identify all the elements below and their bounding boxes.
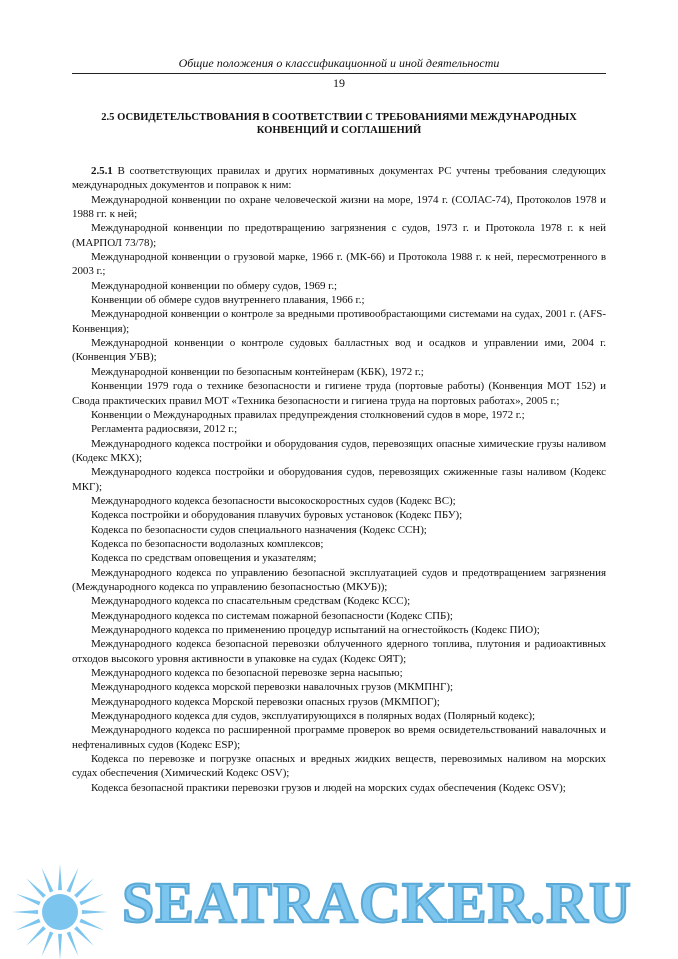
document-list-item: Международного кодекса Морской перевозки опасных грузов (МКМПОГ); — [91, 695, 440, 708]
document-list-item: Конвенции о Международных правилах предупреждения столкновений судов в море, 1972 г.; — [91, 408, 525, 421]
sun-ray — [26, 926, 46, 946]
section-title — [72, 111, 606, 137]
document-list-item: Кодекса постройки и оборудования плавучих буровых установок (Кодекс ПБУ); — [91, 509, 463, 522]
document-list-item: Кодекса по перевозке и погрузке опасных и вредных жидких веществ, перевозимых наливом на морских судах обеспечения (Химический Кодекс OSV); — [72, 753, 606, 780]
sun-ray — [42, 868, 54, 893]
sun-icon — [12, 864, 108, 959]
document-list — [72, 193, 606, 795]
document-list-item: Международного кодекса по спасательным средствам (Кодекс КСС); — [91, 595, 411, 608]
sun-ray — [67, 932, 79, 957]
sun-ray — [82, 910, 108, 914]
document-list-item: Кодекса по средствам оповещения и указателям; — [91, 552, 317, 565]
sun-ray — [12, 910, 38, 914]
document-list-item: Международной конвенции о контроле судовых балластных вод и осадков и управлении ими, 2004 г. (Конвенция УБВ); — [72, 337, 606, 364]
document-list-item: Кодекса по безопасности водолазных комплексов; — [91, 537, 324, 550]
sun-ray — [26, 878, 46, 898]
sun-ray — [58, 864, 62, 890]
document-list-item: Международного кодекса по безопасной перевозке зерна насыпью; — [91, 667, 403, 680]
document-list-item: Международного кодекса безопасности высокоскоростных судов (Кодекс ВС); — [91, 494, 456, 507]
intro-text: В соответствующих правилах и других нормативных документах РС учтены требования следующих международных документов и поправок к ним: — [72, 165, 606, 192]
sun-ray — [16, 894, 41, 906]
sun-ray — [80, 894, 105, 906]
page-number: 19 — [333, 76, 345, 90]
document-list-item: Регламента радиосвязи, 2012 г.; — [91, 423, 238, 436]
document-list-item: Международной конвенции по предотвращению загрязнения с судов, 1973 г. и Протокола 1978 г. к ней (МАРПОЛ 73/78); — [72, 222, 606, 249]
document-list-item: Международного кодекса по системам пожарной безопасности (Кодекс СПБ); — [91, 609, 453, 622]
sun-ray — [16, 919, 41, 931]
document-list-item: Международного кодекса морской перевозки навалочных грузов (МКМПНГ); — [91, 681, 453, 694]
document-list-item: Международного кодекса постройки и оборудования судов, перевозящих опасные химические грузы наливом (Кодекс МКХ); — [72, 437, 606, 464]
document-list-item: Конвенции об обмере судов внутреннего плавания, 1966 г.; — [91, 294, 365, 307]
document-list-item: Международного кодекса безопасной перевозки облученного ядерного топлива, плутония и радиоактивных отходов высокого уровня активности в упаковке на судах (Кодекс ОЯТ); — [72, 638, 606, 665]
section-body — [72, 164, 606, 795]
document-list-item: Международного кодекса постройки и оборудования судов, перевозящих сжиженные газы наливом (Кодекс МКГ); — [72, 466, 606, 493]
running-header: Общие положения о классификационной и иной деятельности — [178, 56, 500, 70]
sun-ray — [80, 919, 105, 931]
intro-paragraph — [72, 164, 606, 193]
document-list-item: Международного кодекса по применению процедур испытаний на огнестойкость (Кодекс ПИО); — [91, 624, 540, 636]
document-list-item: Международной конвенции о контроле за вредными противообрастающими системами на судах, 2001 г. (AFS-Конвенция); — [72, 308, 606, 335]
watermark-text: SEATRACKER.RU — [122, 870, 632, 935]
section-title-line-1: 2.5 ОСВИДЕТЕЛЬСТВОВАНИЯ В СООТВЕТСТВИИ С ТРЕБОВАНИЯМИ МЕЖДУНАРОДНЫХ — [101, 112, 577, 123]
sun-ray — [74, 878, 94, 898]
document-list-item: Международной конвенции по обмеру судов, 1969 г.; — [91, 279, 338, 292]
document-list-item: Международной конвенции по охране человеческой жизни на море, 1974 г. (СОЛАС-74), Протоколов 1978 и 1988 гг. к ней; — [72, 193, 606, 221]
document-list-item: Кодекса безопасной практики перевозки грузов и людей на морских судах обеспечения (Кодекс OSV); — [91, 781, 566, 794]
section-title-line-2: КОНВЕНЦИЙ И СОГЛАШЕНИЙ — [256, 125, 422, 136]
clause-number: 2.5.1 — [91, 165, 113, 177]
sun-ray — [74, 926, 94, 946]
document-list-item: Международного кодекса по управлению безопасной эксплуатацией судов и предотвращением загрязнения (Международного кодекса по управлению безопасностью (МКУБ)); — [72, 566, 606, 593]
document-list-item: Международного кодекса для судов, эксплуатирующихся в полярных водах (Полярный кодекс); — [91, 710, 536, 723]
document-list-item: Международной конвенции о грузовой марке, 1966 г. (МК-66) и Протокола 1988 г. к ней, пересмотренного в 2003 г.; — [72, 251, 606, 278]
sun-ray — [67, 868, 79, 893]
header-divider — [72, 73, 606, 74]
document-list-item: Международной конвенции по безопасным контейнерам (КБК), 1972 г.; — [91, 365, 424, 378]
sun-ray — [42, 932, 54, 957]
document-list-item: Международного кодекса по расширенной программе проверок во время освидетельствований навалочных и нефтеналивных судов (Кодекс ESP); — [72, 724, 606, 751]
document-list-item: Кодекса по безопасности судов специального назначения (Кодекс ССН); — [91, 523, 427, 536]
sun-ray — [58, 934, 62, 959]
document-list-item: Конвенции 1979 года о технике безопасности и гигиене труда (портовые работы) (Конвенция МОТ 152) и Свода практических правил МОТ «Техника безопасности и гигиена труда на портовых работах», 2005 г.; — [72, 380, 606, 407]
